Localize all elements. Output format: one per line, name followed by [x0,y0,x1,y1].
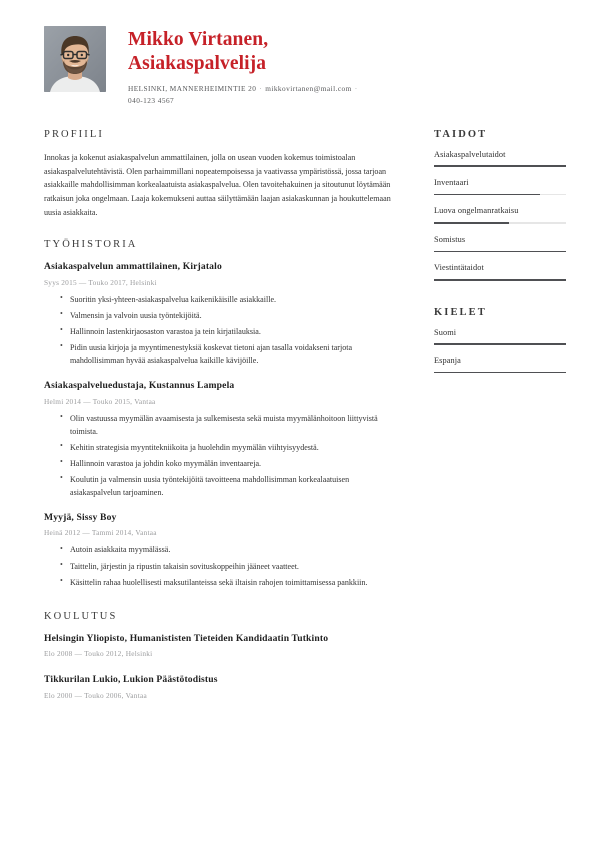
work-entry [44,512,392,589]
skill-label: Viestintätaidot [434,263,484,273]
education-entry-meta: Elo 2000 — Touko 2006, Vantaa [44,690,147,700]
skill-bar-fill [434,279,566,281]
avatar [44,26,106,92]
section-profile [44,129,392,221]
contact-phone: 040-123 4567 [128,95,175,105]
language-bar-fill [434,343,566,345]
list-item: • Koulutin ja valmensin uusia työntekijöitä tavoitteena mahdollisimman korkealaatuisen asiakaspalvelun tarjoaminen. [60,473,392,499]
skill-label: Asiakaspalvelutaidot [434,149,506,159]
work-entry-title: Asiakaspalvelun ammattilainen, Kirjatalo [44,261,222,273]
language-label: Suomi [434,327,457,337]
skill-item [434,178,566,195]
skill-label: Luova ongelmanratkaisu [434,206,519,216]
sidebar-title-skills: TAIDOT [434,128,488,140]
header-text-block [128,26,566,107]
contact-separator-2: · [354,83,358,93]
list-item: • Olin vastuussa myymälän avaamisesta ja sulkemisesta sekä muista myymälänhoitoon liittyvistä toimista. [60,412,392,438]
list-item: • Taittelin, järjestin ja ripustin takaisin sovituskoppeihin jääneet vaatteet. [60,560,392,573]
main-column [44,129,392,719]
section-work-history [44,239,392,588]
name-line-1: Mikko Virtanen, [128,29,269,50]
work-entry-bullets [44,412,392,499]
work-entry-meta: Syys 2015 — Touko 2017, Helsinki [44,277,157,287]
language-bar-track [434,372,566,374]
section-title-work-history: TYÖHISTORIA [44,239,138,251]
list-item: • Hallinnoin lastenkirjaosaston varastoa ja tein kirjatilauksia. [60,325,392,338]
work-entry [44,380,392,499]
contact-email[interactable]: mikkovirtanen@mail.com [265,83,352,93]
language-item [434,356,566,373]
sidebar-languages [434,307,566,374]
section-title-education: KOULUTUS [44,610,118,622]
skill-label: Somistus [434,234,466,244]
work-entry [44,261,392,367]
skill-bar-fill [434,165,566,167]
skill-item [434,206,566,223]
section-education [44,611,392,700]
list-item: • Pidin uusia kirjoja ja myyntimenestyksiä koskevat tietoni ajan tasalla voidakseni tarjota mahdollisimman hyvää asiakaspalvelua kaikille kävijöille. [60,341,392,367]
contact-info [128,83,378,107]
skill-bar-track [434,279,566,281]
education-entry-title: Tikkurilan Lukio, Lukion Päästötodistus [44,674,218,686]
skill-bar-fill [434,194,540,196]
skill-bar-track [434,222,566,224]
education-entry [44,674,392,700]
list-item: • Autoin asiakkaita myymälässä. [60,543,392,556]
skill-bar-track [434,251,566,253]
skill-bar-fill [434,251,566,253]
work-entry-title: Asiakaspalveluedustaja, Kustannus Lampela [44,379,235,391]
section-title-profile: PROFIILI [44,128,104,140]
language-label: Espanja [434,355,461,365]
work-entry-meta: Helmi 2014 — Touko 2015, Vantaa [44,396,156,406]
skill-item [434,150,566,167]
language-item [434,328,566,345]
list-item: • Valmensin ja valvoin uusia työntekijöitä. [60,309,392,322]
list-item: • Hallinnoin varastoa ja johdin koko myymälän inventaareja. [60,457,392,470]
name-line-2: Asiakaspalvelija [128,52,267,74]
education-entry-title: Helsingin Yliopisto, Humanististen Tieteiden Kandidaatin Tutkinto [44,632,329,644]
sidebar-title-languages: KIELET [434,306,487,318]
work-entry-meta: Heinä 2012 — Tammi 2014, Vantaa [44,528,157,538]
skill-bar-track [434,165,566,167]
list-item: • Suoritin yksi-yhteen-asiakaspalvelua kaikenikäisille asiakkaille. [60,293,392,306]
list-item: • Käsittelin rahaa huolellisesti maksutilanteissa sekä iltaisin rahojen toimittamisessa pankkiin. [60,576,392,589]
skill-bar-fill [434,222,509,224]
skill-label: Inventaari [434,178,469,187]
education-entry-meta: Elo 2008 — Touko 2012, Helsinki [44,649,153,659]
list-item: • Kehitin strategisia myyntitekniikoita ja huolehdin myymälän viihtyisyydestä. [60,441,392,454]
work-entry-title: Myyjä, Sissy Boy [44,511,117,523]
education-entry [44,633,392,659]
sidebar-skills [434,129,566,281]
skill-bar-track [434,194,566,196]
contact-separator-1: · [259,83,263,93]
skill-item [434,263,566,280]
language-bar-track [434,343,566,345]
page-title [128,28,378,76]
profile-text: Innokas ja kokenut asiakaspalvelun ammattilainen, jolla on usean vuoden kokemus toimistoalan asiakaspalvelutehtävistä. Olen parhaimmillani nopeatempoisessa ja vaativassa ympäristössä, jossa tarjoan asiakkaille mahdollisimman korkealaatuista asiakaspalvelua. Olen tavoitehakuinen ja sitoutunut löytämään ratkaisun joka ongelmaan. Laaja kokemukseni auttaa säilyttämään laajan asiakaskunnan ja houkuttelemaan uusia asiakkaita. [44,152,391,218]
skill-item [434,235,566,252]
contact-location: HELSINKI, MANNERHEIMINTIE 20 [128,83,257,93]
resume-header [44,26,566,107]
avatar-photo-icon [44,26,106,92]
work-entry-bullets [44,543,392,588]
sidebar [434,129,566,396]
work-entry-bullets [44,293,392,367]
language-bar-fill [434,372,566,374]
resume-body [44,129,566,719]
